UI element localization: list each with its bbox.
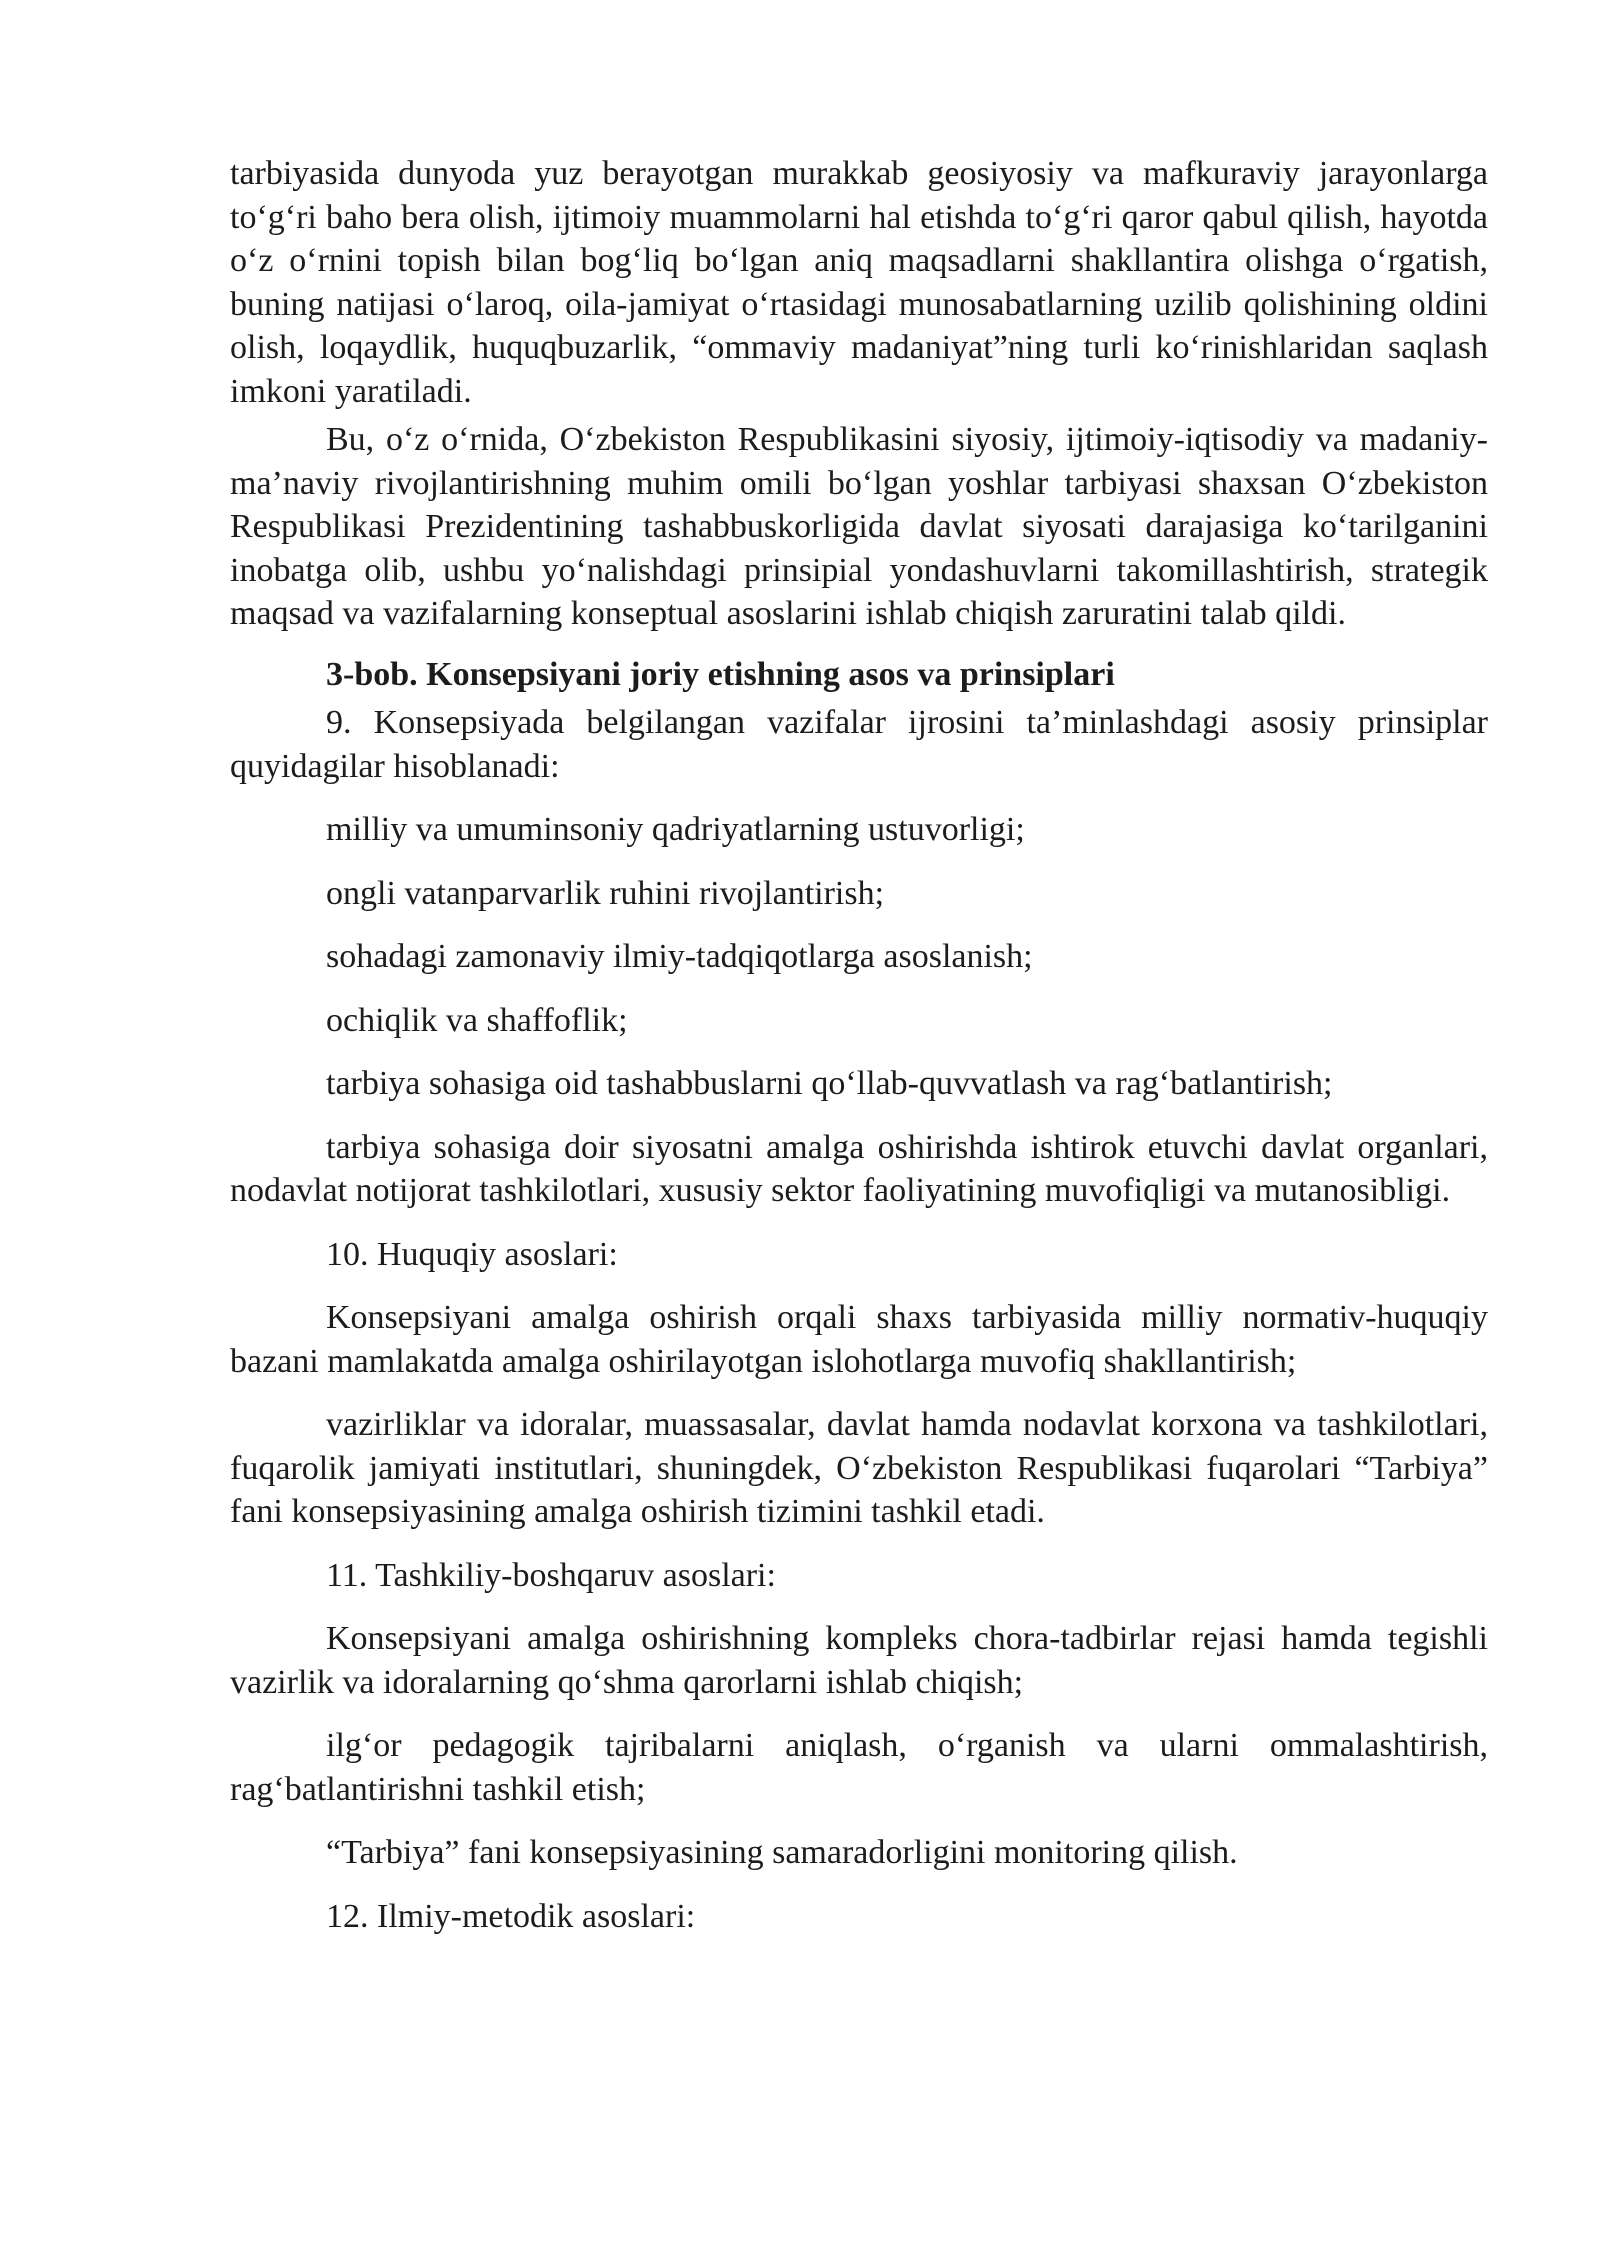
principle-item: tarbiya sohasiga oid tashabbuslarni qo‘llab-quvvatlash va rag‘batlantirish; <box>326 1065 1333 1102</box>
principle-item: sohadagi zamonaviy ilmiy-tadqiqotlarga asoslanish; <box>326 938 1033 975</box>
principle-item: ongli vatanparvarlik ruhini rivojlantirish; <box>326 874 885 912</box>
paragraph-continuation: tarbiyasida dunyoda yuz berayotgan murakkab geosiyosiy va mafkuraviy jarayonlarga to‘g‘ri baho bera olish, ijtimoiy muammolarni hal etishda to‘g‘ri qaror qabul qilish, hayotda o‘z o‘rnini topish bilan bog‘liq bo‘lgan aniq maqsadlarni shakllantira olishga o‘rgatish, buning natijasi o‘laroq, oila-jamiyat o‘rtasidagi munosabatlarning uzilib qolishining oldini olish, loqaydlik, huquqbuzarlik, “ommaviy madaniyat”ning turli ko‘rinishlaridan saqlash imkoni yaratiladi. <box>230 155 1488 410</box>
clause-11: 11. Tashkiliy-boshqaruv asoslari: <box>326 1556 776 1594</box>
principle-item: ochiqlik va shaffoflik; <box>326 1001 628 1039</box>
legal-basis-item: Konsepsiyani amalga oshirish orqali shaxs tarbiyasida milliy normativ-huquqiy bazani mamlakatda amalga oshirilayotgan islohotlarga muvofiq shakllantirish; <box>230 1299 1488 1380</box>
clause-9: 9. Konsepsiyada belgilangan vazifalar ijrosini ta’minlashdagi asosiy prinsiplar quyidagilar hisoblanadi: <box>230 704 1488 785</box>
principle-item: milliy va umuminsoniy qadriyatlarning ustuvorligi; <box>326 811 1025 848</box>
chapter-heading: 3-bob. Konsepsiyani joriy etishning asos va prinsiplari <box>326 655 1115 693</box>
clause-10: 10. Huquqiy asoslari: <box>326 1235 618 1273</box>
principle-item: tarbiya sohasiga doir siyosatni amalga oshirishda ishtirok etuvchi davlat organlari, nodavlat notijorat tashkilotlari, xususiy sektor faoliyatining muvofiqligi va mutanosibligi. <box>230 1128 1488 1209</box>
organizational-basis-item: “Tarbiya” fani konsepsiyasining samaradorligini monitoring qilish. <box>326 1834 1238 1871</box>
organizational-basis-item: Konsepsiyani amalga oshirishning kompleks chora-tadbirlar rejasi hamda tegishli vazirlik va idoralarning qo‘shma qarorlarni ishlab chiqish; <box>230 1620 1488 1701</box>
organizational-basis-item: ilg‘or pedagogik tajribalarni aniqlash, o‘rganish va ularni ommalashtirish, rag‘batlantirishni tashkil etish; <box>230 1727 1488 1808</box>
legal-basis-item: vazirliklar va idoralar, muassasalar, davlat hamda nodavlat korxona va tashkilotlari, fuqarolik jamiyati institutlari, shuningdek, O‘zbekiston Respublikasi fuqarolari “Tarbiya” fani konsepsiyasining amalga oshirish tizimini tashkil etadi. <box>230 1406 1488 1530</box>
clause-12: 12. Ilmiy-metodik asoslari: <box>326 1897 696 1935</box>
paragraph-policy-context: Bu, o‘z o‘rnida, O‘zbekiston Respublikasini siyosiy, ijtimoiy-iqtisodiy va madaniy-ma’naviy rivojlantirishning muhim omili bo‘lgan yoshlar tarbiyasi shaxsan O‘zbekiston Respublikasi Prezidentining tashabbuskorligida davlat siyosati darajasiga ko‘tarilganini inobatga olib, ushbu yo‘nalishdagi prinsipial yondashuvlarni takomillashtirish, strategik maqsad va vazifalarning konseptual asoslarini ishlab chiqish zaruratini talab qildi. <box>230 421 1488 632</box>
